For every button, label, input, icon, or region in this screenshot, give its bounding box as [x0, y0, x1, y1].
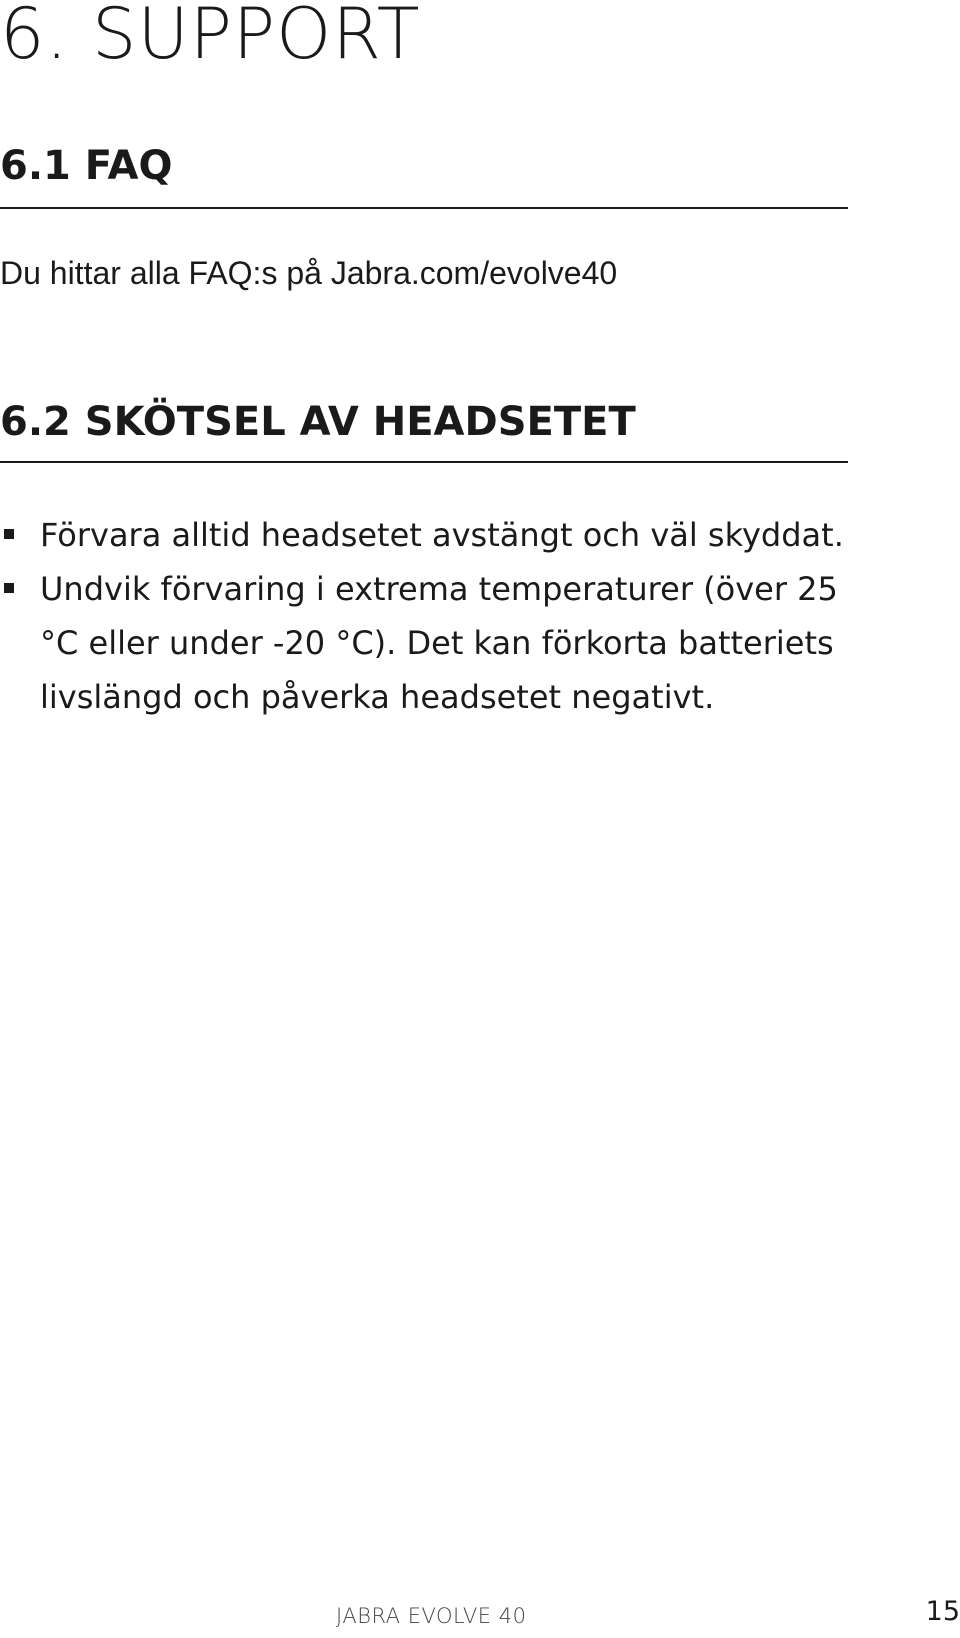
section-divider: [0, 461, 848, 463]
page-number: 15: [925, 1596, 960, 1627]
square-bullet-icon: [4, 529, 14, 539]
list-item: [0, 508, 860, 562]
section-heading-care: 6.2 SKÖTSEL AV HEADSETET: [0, 399, 636, 445]
care-bullet-list: [0, 508, 860, 724]
list-item: [0, 562, 860, 724]
footer-product-name: JABRA EVOLVE 40: [336, 1604, 527, 1628]
list-item-text: Förvara alltid headsetet avstängt och väl skyddat.: [40, 516, 844, 554]
square-bullet-icon: [4, 583, 14, 593]
chapter-title: 6. SUPPORT: [0, 0, 421, 75]
section-heading-faq: 6.1 FAQ: [0, 143, 173, 189]
faq-paragraph: Du hittar alla FAQ:s på Jabra.com/evolve40: [0, 255, 618, 291]
section-divider: [0, 207, 848, 209]
list-item-text: Undvik förvaring i extrema temperaturer (över 25 °C eller under -20 °C). Det kan förkorta batteriets livslängd och påverka headsetet negativt.: [40, 570, 838, 716]
